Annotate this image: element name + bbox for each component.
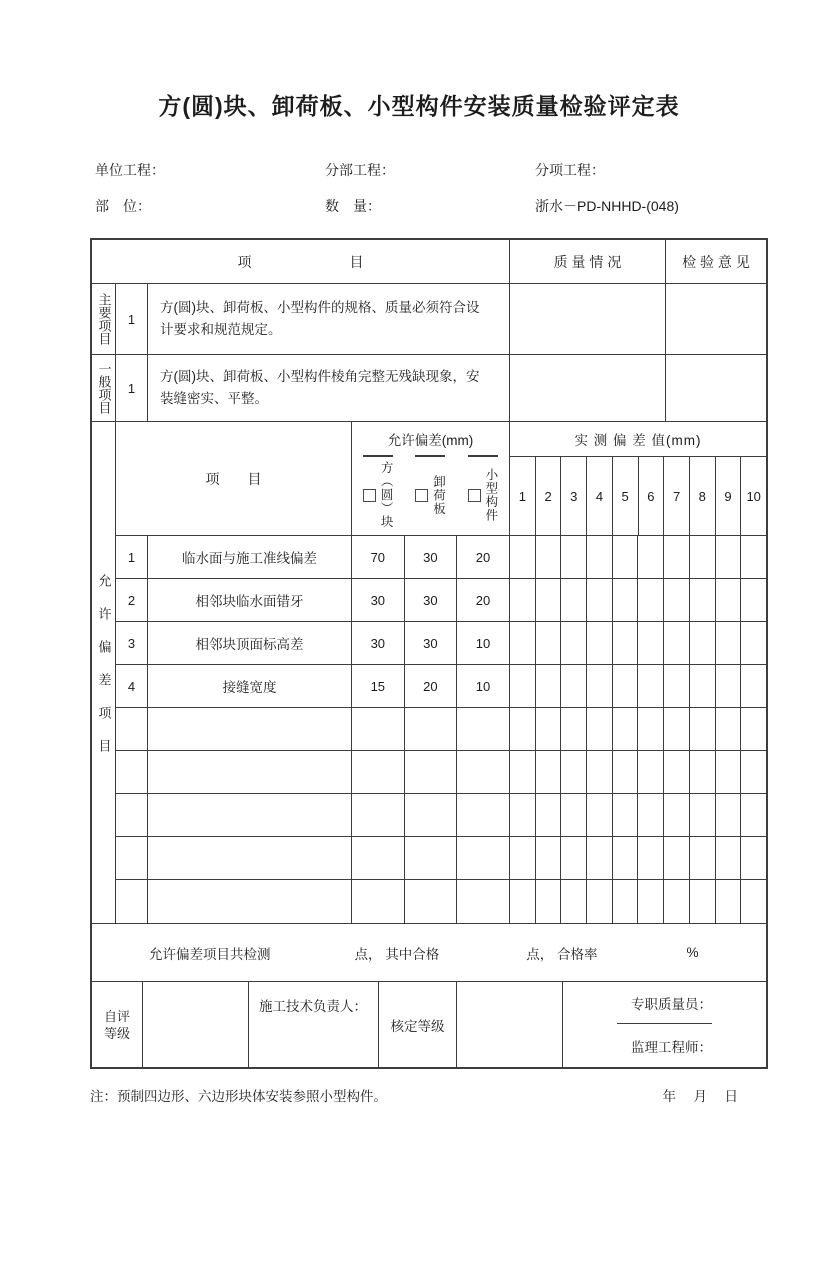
allowed-value-cell[interactable]	[352, 751, 405, 793]
deviation-category	[92, 422, 116, 923]
measured-value-cell[interactable]	[664, 794, 690, 836]
measured-value-cell[interactable]	[561, 536, 587, 578]
measured-value-cell[interactable]	[536, 837, 562, 879]
measure-col-1: 1	[510, 457, 536, 535]
location-label: 部 位：	[95, 198, 151, 214]
measured-value-cell[interactable]	[613, 665, 639, 707]
measured-value-cell[interactable]	[690, 837, 716, 879]
measured-value-cell[interactable]	[536, 536, 562, 578]
unit-project-label: 单位工程：	[95, 162, 165, 178]
self-rating-value-cell[interactable]	[143, 982, 249, 1067]
item-name-cell[interactable]	[148, 880, 352, 923]
pass-rate-field[interactable]	[598, 943, 687, 963]
measured-value-cell[interactable]	[690, 794, 716, 836]
tech-director-signature-cell[interactable]	[249, 982, 379, 1067]
measured-value-cell[interactable]	[664, 536, 690, 578]
measured-value-cell[interactable]	[536, 665, 562, 707]
row-number: 2	[116, 579, 148, 621]
allowed-value: 30	[405, 622, 458, 664]
measured-value-cell[interactable]	[741, 837, 766, 879]
measured-value-cell[interactable]	[741, 536, 766, 578]
measured-value-cell[interactable]	[510, 536, 536, 578]
measured-value-cell[interactable]	[716, 837, 742, 879]
item-name-cell[interactable]	[148, 751, 352, 793]
main-item-quality-status-cell[interactable]	[510, 284, 666, 354]
measured-value-cell[interactable]	[613, 794, 639, 836]
general-item-number: 1	[116, 355, 148, 421]
row-number: 4	[116, 665, 148, 707]
measured-value-cell[interactable]	[587, 837, 613, 879]
allowed-value: 30	[405, 579, 458, 621]
measured-value-cell[interactable]	[664, 837, 690, 879]
date-line: 年 月 日	[662, 1089, 740, 1104]
measured-value-cell[interactable]	[587, 536, 613, 578]
table-header-row	[92, 240, 766, 284]
measured-value-cell[interactable]	[561, 579, 587, 621]
measured-value-cell[interactable]	[613, 708, 639, 750]
allowed-value-cell[interactable]	[405, 794, 458, 836]
row-number-cell[interactable]	[116, 751, 148, 793]
total-points-field[interactable]	[271, 943, 355, 963]
deviation-item-header: 项 目	[116, 422, 352, 535]
footer-block	[92, 982, 766, 1067]
measured-value-cell[interactable]	[716, 665, 742, 707]
allowed-value-cell[interactable]	[405, 837, 458, 879]
measured-value-cell[interactable]	[638, 880, 664, 923]
small-member-label: 小型构件	[483, 468, 498, 522]
measured-value-cell[interactable]	[613, 751, 639, 793]
measured-value-cell[interactable]	[741, 751, 766, 793]
deviation-row-3	[116, 622, 766, 665]
measure-col-5: 5	[613, 457, 639, 535]
fang-yuan-block-checkbox[interactable]	[363, 489, 376, 502]
row-number-cell[interactable]	[116, 794, 148, 836]
deviation-header	[116, 422, 766, 536]
allowed-value-cell[interactable]	[352, 708, 405, 750]
allowed-value: 15	[352, 665, 405, 707]
deviation-category-label: 允许偏差项目	[96, 573, 112, 772]
item-column-header: 项 目	[92, 240, 510, 283]
measured-value-cell[interactable]	[664, 579, 690, 621]
measured-value-cell[interactable]	[716, 622, 742, 664]
measured-value-cell[interactable]	[536, 794, 562, 836]
general-item-row	[92, 355, 766, 422]
measured-value-cell[interactable]	[536, 880, 562, 923]
item-name: 相邻块顶面标高差	[148, 622, 352, 664]
measured-value-cell[interactable]	[561, 665, 587, 707]
deviation-empty-row	[116, 837, 766, 880]
allowed-value: 30	[352, 622, 405, 664]
allowed-deviation-header	[352, 422, 510, 535]
measure-col-10: 10	[746, 488, 761, 504]
allowed-value: 20	[457, 536, 510, 578]
qualified-points-field[interactable]	[439, 943, 526, 963]
measured-value-cell[interactable]	[510, 794, 536, 836]
inspection-form-table	[90, 238, 768, 1069]
measured-value-cell[interactable]	[561, 837, 587, 879]
measured-value-cell[interactable]	[613, 880, 639, 923]
measured-value-cell[interactable]	[638, 751, 664, 793]
deviation-row-2	[116, 579, 766, 622]
measured-value-cell[interactable]	[587, 622, 613, 664]
item-name-cell[interactable]	[148, 708, 352, 750]
row-number: 1	[116, 536, 148, 578]
summary-pass-rate-label: 点， 合格率	[526, 946, 598, 962]
inspection-opinion-column-header: 检 验 意 见	[682, 253, 750, 270]
measured-value-cell[interactable]	[664, 880, 690, 923]
sub-column-small-member	[457, 455, 509, 535]
measured-value-cell[interactable]	[613, 837, 639, 879]
measured-deviation-title: 实 测 偏 差 值(mm)	[510, 422, 766, 457]
general-item-inspection-opinion-cell[interactable]	[666, 355, 766, 421]
measured-value-cell[interactable]	[741, 794, 766, 836]
measure-col-9: 9	[716, 457, 742, 535]
self-rating-label: 自评等级	[103, 1008, 130, 1041]
measured-value-cell[interactable]	[561, 708, 587, 750]
allowed-value: 70	[352, 536, 405, 578]
general-item-quality-status-cell[interactable]	[510, 355, 666, 421]
measured-value-cell[interactable]	[690, 665, 716, 707]
allowed-value-cell[interactable]	[457, 794, 510, 836]
deviation-empty-row	[116, 794, 766, 837]
measured-value-cell[interactable]	[741, 880, 766, 923]
measure-col-3: 3	[561, 457, 587, 535]
row-number: 3	[116, 622, 148, 664]
main-item-category-label: 主要项目	[96, 293, 112, 345]
measured-value-cell[interactable]	[613, 579, 639, 621]
measured-deviation-header	[510, 422, 766, 535]
page-title: 方(圆)块、卸荷板、小型构件安装质量检验评定表	[158, 93, 680, 119]
unloading-plate-checkbox[interactable]	[415, 489, 428, 502]
item-project-label: 分项工程：	[535, 162, 605, 178]
summary-row	[92, 924, 766, 982]
summary-detected-label: 允许偏差项目共检测	[149, 946, 271, 962]
division-project-label: 分部工程：	[325, 162, 395, 178]
measure-col-2: 2	[536, 457, 562, 535]
measured-value-cell[interactable]	[638, 665, 664, 707]
measured-value-cell[interactable]	[587, 708, 613, 750]
general-item-category	[92, 355, 116, 421]
allowed-value-cell[interactable]	[457, 751, 510, 793]
measured-value-cell[interactable]	[690, 579, 716, 621]
measured-value-cell[interactable]	[716, 880, 742, 923]
measured-value-cell[interactable]	[664, 708, 690, 750]
sub-column-unloading-plate	[404, 455, 456, 535]
measured-value-cell[interactable]	[587, 751, 613, 793]
allowed-value-cell[interactable]	[352, 837, 405, 879]
allowed-value-cell[interactable]	[457, 708, 510, 750]
measured-value-cell[interactable]	[536, 751, 562, 793]
measured-value-cell[interactable]	[510, 708, 536, 750]
sub-column-fang-yuan-block	[352, 455, 404, 535]
measured-value-cell[interactable]	[716, 708, 742, 750]
measure-col-8: 8	[690, 457, 716, 535]
deviation-row-1	[116, 536, 766, 579]
percent-sign: %	[686, 945, 699, 960]
measured-value-cell[interactable]	[536, 708, 562, 750]
quantity-label: 数 量：	[325, 198, 381, 214]
deviation-empty-row	[116, 751, 766, 794]
measured-value-cell[interactable]	[664, 665, 690, 707]
measured-value-cell[interactable]	[536, 622, 562, 664]
measured-value-cell[interactable]	[664, 751, 690, 793]
deviation-empty-row	[116, 880, 766, 923]
main-item-category	[92, 284, 116, 354]
quality-officer-label: 专职质量员：	[631, 996, 712, 1012]
measured-value-cell[interactable]	[561, 622, 587, 664]
measured-value-cell[interactable]	[536, 579, 562, 621]
measured-value-cell[interactable]	[613, 622, 639, 664]
measured-value-cell[interactable]	[741, 579, 766, 621]
allowed-value: 10	[457, 622, 510, 664]
allowed-deviation-title: 允许偏差(mm)	[387, 432, 474, 448]
measured-value-cell[interactable]	[587, 579, 613, 621]
measured-value-cell[interactable]	[690, 708, 716, 750]
allowed-value: 20	[457, 579, 510, 621]
measured-value-cell[interactable]	[638, 622, 664, 664]
quality-officer-signature-cell[interactable]	[617, 982, 712, 1024]
measured-value-cell[interactable]	[664, 622, 690, 664]
main-item-text: 方(圆)块、卸荷板、小型构件的规格、质量必须符合设计要求和规范规定。	[148, 284, 510, 354]
measured-value-cell[interactable]	[690, 880, 716, 923]
measured-value-cell[interactable]	[587, 880, 613, 923]
measured-value-cell[interactable]	[587, 665, 613, 707]
measured-value-cell[interactable]	[690, 622, 716, 664]
deviation-row-4	[116, 665, 766, 708]
main-item-row	[92, 284, 766, 355]
measured-value-cell[interactable]	[510, 880, 536, 923]
quality-status-column-header: 质 量 情 况	[510, 240, 666, 283]
measured-value-cell[interactable]	[561, 794, 587, 836]
general-item-category-label: 一般项目	[96, 362, 112, 414]
measure-col-4: 4	[587, 457, 613, 535]
form-code: 浙水－PD-NHHD-(048)	[535, 198, 679, 214]
main-item-number: 1	[116, 284, 148, 354]
allowed-value-cell[interactable]	[405, 880, 458, 923]
measured-value-cell[interactable]	[741, 622, 766, 664]
row-number-cell[interactable]	[116, 880, 148, 923]
deviation-section	[92, 422, 766, 924]
measured-value-cell[interactable]	[690, 751, 716, 793]
measured-value-cell[interactable]	[587, 794, 613, 836]
supervisor-signature-cell[interactable]	[617, 1024, 712, 1067]
project-info	[90, 161, 768, 215]
allowed-value: 10	[457, 665, 510, 707]
measured-value-cell[interactable]	[716, 794, 742, 836]
measured-value-cell[interactable]	[716, 579, 742, 621]
allowed-value-cell[interactable]	[352, 794, 405, 836]
verified-rating-value-cell[interactable]	[457, 982, 563, 1067]
main-item-inspection-opinion-cell[interactable]	[666, 284, 766, 354]
unloading-plate-label: 卸荷板	[431, 474, 446, 516]
signatures-cell	[563, 982, 766, 1067]
general-item-text: 方(圆)块、卸荷板、小型构件棱角完整无残缺现象，安装缝密实、平整。	[148, 355, 510, 421]
measured-value-cell[interactable]	[510, 579, 536, 621]
measured-value-cell[interactable]	[638, 794, 664, 836]
allowed-value-cell[interactable]	[352, 880, 405, 923]
measured-value-cell[interactable]	[638, 837, 664, 879]
row-number-cell[interactable]	[116, 708, 148, 750]
measured-value-cell[interactable]	[510, 751, 536, 793]
measured-value-cell[interactable]	[690, 536, 716, 578]
measure-point-numbers	[510, 457, 766, 535]
allowed-value-cell[interactable]	[405, 751, 458, 793]
self-rating-label-cell	[92, 982, 143, 1067]
measure-col-6: 6	[639, 457, 665, 535]
item-name: 接缝宽度	[148, 665, 352, 707]
fang-yuan-block-label: 方︵圆︶块	[379, 461, 394, 529]
verified-rating-label-cell	[379, 982, 457, 1067]
allowed-value: 30	[405, 536, 458, 578]
measured-value-cell[interactable]	[741, 665, 766, 707]
row-number-cell[interactable]	[116, 837, 148, 879]
measured-value-cell[interactable]	[638, 708, 664, 750]
summary-qualified-label: 点， 其中合格	[354, 946, 440, 962]
measured-value-cell[interactable]	[561, 751, 587, 793]
verified-rating-label: 核定等级	[390, 1018, 445, 1034]
measured-value-cell[interactable]	[638, 579, 664, 621]
item-name: 相邻块临水面错牙	[148, 579, 352, 621]
footnote: 注：预制四边形、六边形块体安装参照小型构件。	[90, 1089, 387, 1104]
measured-value-cell[interactable]	[638, 536, 664, 578]
small-member-checkbox[interactable]	[468, 489, 481, 502]
measure-col-7: 7	[664, 457, 690, 535]
tech-director-label: 施工技术负责人：	[259, 999, 367, 1014]
allowed-value-cell[interactable]	[405, 708, 458, 750]
measured-value-cell[interactable]	[510, 837, 536, 879]
item-name: 临水面与施工准线偏差	[148, 536, 352, 578]
allowed-value: 20	[405, 665, 458, 707]
deviation-empty-row	[116, 708, 766, 751]
measured-value-cell[interactable]	[613, 536, 639, 578]
item-name-cell[interactable]	[148, 837, 352, 879]
allowed-value: 30	[352, 579, 405, 621]
measured-value-cell[interactable]	[716, 536, 742, 578]
measured-value-cell[interactable]	[716, 751, 742, 793]
item-name-cell[interactable]	[148, 794, 352, 836]
measured-value-cell[interactable]	[741, 708, 766, 750]
supervisor-label: 监理工程师：	[631, 1039, 712, 1055]
allowed-value-cell[interactable]	[457, 837, 510, 879]
allowed-value-cell[interactable]	[457, 880, 510, 923]
measured-value-cell[interactable]	[510, 665, 536, 707]
measured-value-cell[interactable]	[510, 622, 536, 664]
measured-value-cell[interactable]	[561, 880, 587, 923]
